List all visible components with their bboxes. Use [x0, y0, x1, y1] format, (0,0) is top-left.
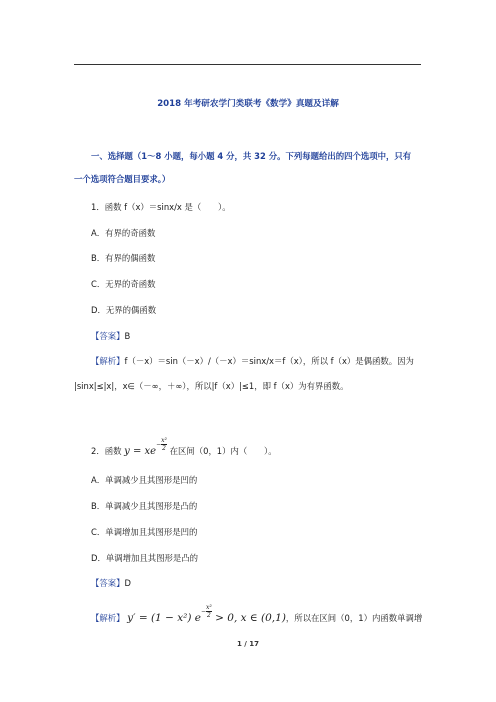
q2-formula-eq: = [129, 446, 145, 457]
q1-option-a: A．有界的奇函数 [91, 228, 156, 238]
q2-stem [91, 437, 277, 462]
q2-option-b: B．单调减少且其图形是凸的 [91, 501, 198, 511]
q2-option-c: C．单调增加且其图形是凹的 [91, 527, 198, 537]
page-title: 2018 年考研农学门类联考《数学》真题及详解 [157, 99, 339, 109]
q2-option-d: D．单调增加且其图形是凸的 [91, 553, 198, 563]
q1-analysis-line1 [91, 355, 414, 367]
q2-formula-exponent [156, 437, 167, 452]
q2-option-a: A．单调减少且其图形是凹的 [91, 475, 198, 485]
q2-exp-fraction [161, 437, 167, 452]
section-heading-line1: 一、选择题（1～8 小题，每小题 4 分，共 32 分。下列每题给出的四个选项中，只有 [91, 151, 412, 161]
q1-option-b: B．有界的偶函数 [91, 253, 156, 263]
header-rule [74, 64, 421, 65]
q2-formula [124, 437, 167, 457]
q2-analysis-exp-fraction [206, 604, 212, 619]
q2-formula-y: y [124, 446, 130, 457]
q2-analysis-formula [127, 604, 286, 624]
q2-exp-denominator: 2 [162, 445, 166, 452]
q2-stem-suffix: 在区间（0，1）内（ ）。 [169, 446, 277, 456]
section-heading-line2: 一个选项符合题目要求。） [74, 174, 171, 184]
q2-exp-sign: − [156, 441, 162, 448]
q2-analysis-exp-numerator: x² [206, 604, 212, 611]
q2-analysis-exponent [201, 604, 212, 619]
q2-exp-numerator: x² [161, 437, 167, 444]
q2-formula-xe: xe [144, 446, 157, 457]
q2-answer-tag: 【答案】 [91, 578, 125, 588]
q2-analysis-formula-tail: > 0, x ∈ (0,1) [211, 612, 286, 624]
q1-analysis-line2: |sinx|≤|x|，x∈（－∞，＋∞），所以|f（x）|≤1，即 f（x）为有界函数。 [74, 381, 349, 391]
q1-analysis-text1: f（－x）＝sin（－x）/（－x）＝sinx/x＝f（x），所以 f（x）是偶函数。因为 [124, 356, 414, 366]
q2-answer-value: D [124, 578, 131, 588]
q1-stem: 1．函数 f（x）＝sinx/x 是（ ）。 [91, 202, 231, 212]
q2-stem-prefix: 2．函数 [91, 446, 122, 456]
q2-analysis-tag: 【解析】 [91, 613, 125, 623]
q1-option-d: D．无界的偶函数 [91, 305, 157, 315]
q2-answer [91, 577, 131, 589]
q2-analysis-exp-denominator: 2 [207, 612, 211, 619]
q1-option-c: C．无界的奇函数 [91, 279, 156, 289]
q2-analysis-text: ，所以在区间（0，1）内函数单调增 [285, 613, 423, 623]
q2-analysis [91, 604, 423, 628]
q2-analysis-exp-sign: − [201, 608, 207, 615]
q1-answer [91, 330, 130, 342]
q1-answer-value: B [124, 331, 131, 341]
page-number: 1 / 17 [236, 640, 260, 648]
q1-analysis-tag: 【解析】 [91, 356, 125, 366]
q2-analysis-formula-main: y′ = (1 − x²) e [127, 612, 201, 624]
q1-answer-tag: 【答案】 [91, 331, 125, 341]
